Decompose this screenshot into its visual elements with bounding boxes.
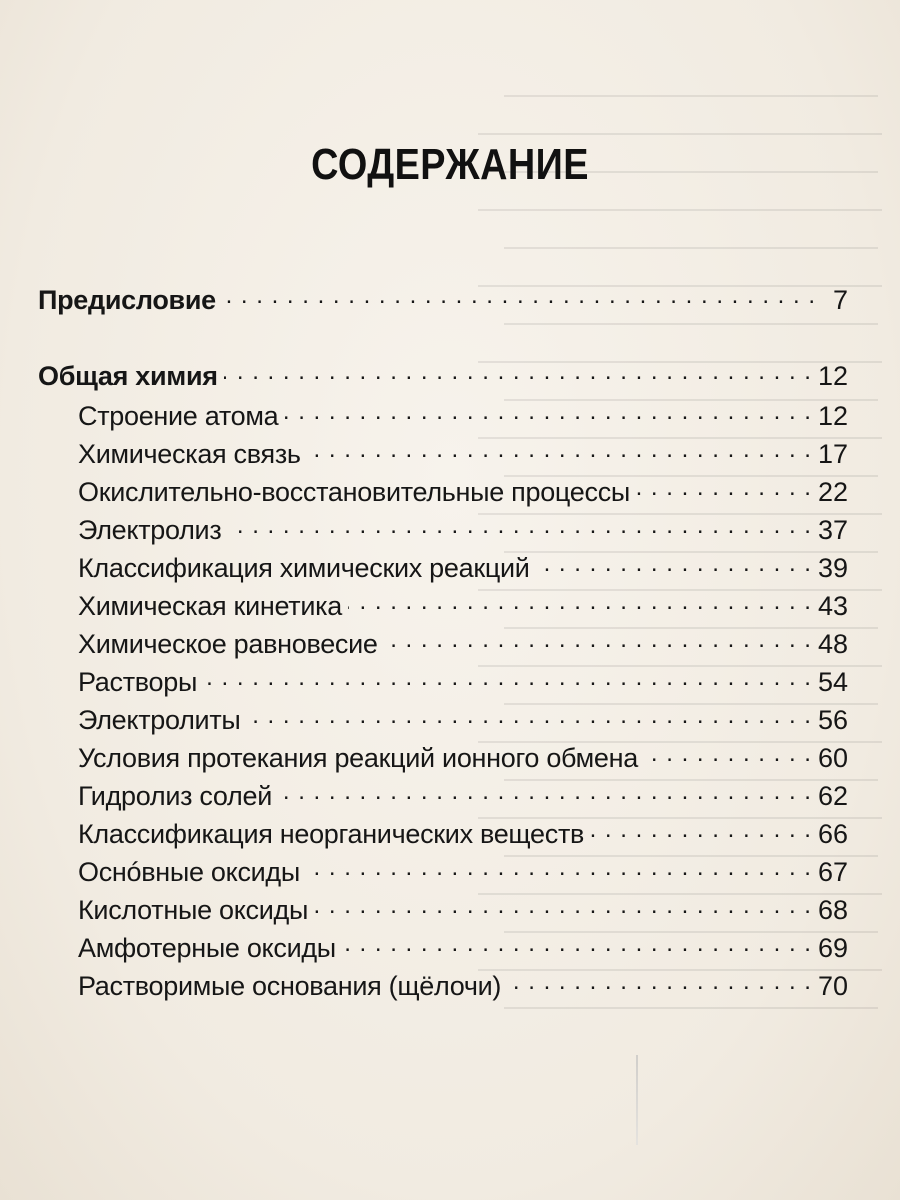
toc-entry-general-chemistry[interactable]: [38, 358, 848, 396]
toc-page-number: 66: [817, 819, 848, 849]
toc-leader-dots: [306, 854, 812, 881]
toc-entry[interactable]: [38, 588, 848, 626]
toc-entry[interactable]: [38, 968, 848, 1006]
toc-page-number: 48: [817, 629, 848, 659]
toc-page-number: 22: [817, 477, 848, 507]
toc-entry[interactable]: [38, 436, 848, 474]
toc-page-number: 67: [817, 857, 848, 887]
toc-leader-dots: [348, 588, 812, 615]
toc-page-number: 12: [817, 361, 848, 391]
toc-leader-dots: [203, 664, 812, 691]
toc-leader-dots: [227, 512, 812, 539]
toc-entry-label: Классификация неорганических веществ: [78, 819, 585, 849]
toc-entry-label: Растворимые основания (щёлочи): [78, 971, 502, 1001]
toc-page-number: 70: [817, 971, 848, 1001]
toc-page-number: 54: [817, 667, 848, 697]
toc-entry-label: Электролиз: [78, 515, 222, 545]
toc-leader-dots: [644, 740, 812, 767]
toc-entry[interactable]: [38, 664, 848, 702]
toc-entry-label: Условия протекания реакций ионного обмена: [78, 743, 638, 773]
toc-entry-label: Химическое равновесие: [78, 629, 378, 659]
toc-page-number: 62: [817, 781, 848, 811]
page-title: СОДЕРЖАНИЕ: [311, 140, 589, 189]
toc-entry-label: Классификация химических реакций: [78, 553, 530, 583]
toc-leader-dots: [224, 358, 812, 385]
toc-page-number: 37: [817, 515, 848, 545]
toc-entry[interactable]: [38, 512, 848, 550]
toc-leader-dots: [590, 816, 812, 843]
toc-page-number: 39: [817, 553, 848, 583]
toc-entry-label: Оснóвные оксиды: [78, 857, 300, 887]
toc-page-number: 12: [817, 401, 848, 431]
toc-page-number: 43: [817, 591, 848, 621]
toc-entry-label: Электролиты: [78, 705, 241, 735]
toc-entry[interactable]: [38, 740, 848, 778]
toc-entry-preface[interactable]: [38, 282, 848, 320]
toc-entry[interactable]: [38, 892, 848, 930]
toc-entry[interactable]: [38, 778, 848, 816]
toc-entry-label: Общая химия: [38, 361, 218, 391]
toc-page-number: 69: [817, 933, 848, 963]
toc-leader-dots: [384, 626, 812, 653]
table-of-contents: [38, 282, 848, 1006]
toc-page-number: 17: [817, 439, 848, 469]
toc-leader-dots: [507, 968, 812, 995]
toc-entry-label: Окислительно-восстановительные процессы: [78, 477, 631, 507]
toc-entry-label: Растворы: [78, 667, 198, 697]
toc-page-number: 7: [832, 285, 848, 315]
toc-entry[interactable]: [38, 702, 848, 740]
toc-entry[interactable]: [38, 816, 848, 854]
toc-entry-label: Гидролиз солей: [78, 781, 272, 811]
toc-entry[interactable]: [38, 550, 848, 588]
toc-entry[interactable]: [38, 854, 848, 892]
toc-leader-dots: [222, 282, 816, 309]
toc-page-number: 68: [817, 895, 848, 925]
toc-entry-label: Амфотерные оксиды: [78, 933, 336, 963]
toc-leader-dots: [278, 778, 812, 805]
toc-entry-label: Химическая кинетика: [78, 591, 342, 621]
toc-entry-label: Строение атома: [78, 401, 279, 431]
toc-leader-dots: [307, 436, 812, 463]
toc-entry-label: Химическая связь: [78, 439, 301, 469]
toc-leader-dots: [636, 474, 812, 501]
toc-entry[interactable]: [38, 626, 848, 664]
toc-leader-dots: [342, 930, 812, 957]
toc-leader-dots: [314, 892, 812, 919]
toc-leader-dots: [284, 398, 812, 425]
toc-leader-dots: [247, 702, 812, 729]
toc-entry[interactable]: [38, 474, 848, 512]
page-crease: [636, 1055, 638, 1145]
toc-entry[interactable]: [38, 398, 848, 436]
toc-leader-dots: [536, 550, 812, 577]
toc-page-number: 56: [817, 705, 848, 735]
toc-entry-label: Предисловие: [38, 285, 216, 315]
toc-entry-label: Кислотные оксиды: [78, 895, 309, 925]
toc-entry[interactable]: [38, 930, 848, 968]
toc-page-number: 60: [817, 743, 848, 773]
